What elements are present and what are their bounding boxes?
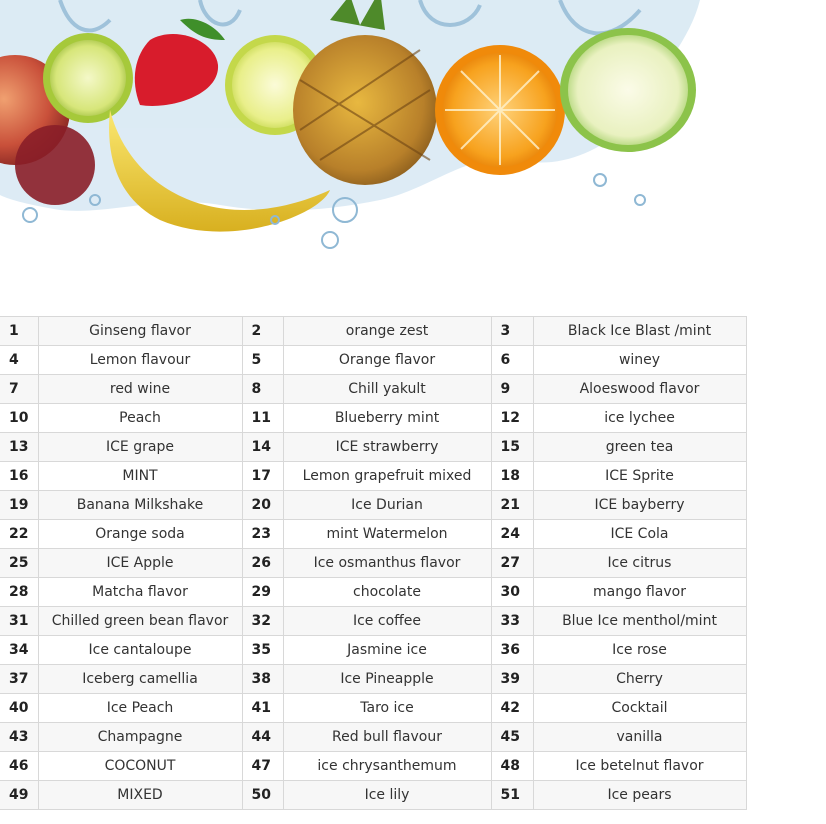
flavor-number: 12 bbox=[491, 404, 533, 433]
flavor-number: 1 bbox=[0, 317, 38, 346]
flavor-name: Ice Pineapple bbox=[283, 665, 491, 694]
flavor-list-table bbox=[0, 316, 747, 810]
flavor-name: Ice citrus bbox=[533, 549, 746, 578]
flavor-name: Lemon grapefruit mixed bbox=[283, 462, 491, 491]
flavor-name: Ice lily bbox=[283, 781, 491, 810]
table-row bbox=[0, 636, 746, 665]
flavor-name: ICE grape bbox=[38, 433, 242, 462]
flavor-number: 20 bbox=[242, 491, 283, 520]
flavor-number: 36 bbox=[491, 636, 533, 665]
flavor-name: Ice osmanthus flavor bbox=[283, 549, 491, 578]
flavor-number: 34 bbox=[0, 636, 38, 665]
flavor-name: Red bull flavour bbox=[283, 723, 491, 752]
flavor-name: Iceberg camellia bbox=[38, 665, 242, 694]
flavor-name: Ice Peach bbox=[38, 694, 242, 723]
table-row bbox=[0, 491, 746, 520]
flavor-number: 38 bbox=[242, 665, 283, 694]
table-row bbox=[0, 433, 746, 462]
flavor-number: 49 bbox=[0, 781, 38, 810]
flavor-number: 32 bbox=[242, 607, 283, 636]
flavor-name: Cocktail bbox=[533, 694, 746, 723]
flavor-name: mint Watermelon bbox=[283, 520, 491, 549]
flavor-number: 5 bbox=[242, 346, 283, 375]
flavor-number: 51 bbox=[491, 781, 533, 810]
flavor-number: 10 bbox=[0, 404, 38, 433]
flavor-number: 37 bbox=[0, 665, 38, 694]
flavor-name: Ice rose bbox=[533, 636, 746, 665]
table-row bbox=[0, 520, 746, 549]
flavor-name: MIXED bbox=[38, 781, 242, 810]
flavor-name: red wine bbox=[38, 375, 242, 404]
fruit-splash-illustration bbox=[0, 0, 826, 300]
flavor-name: mango flavor bbox=[533, 578, 746, 607]
flavor-number: 23 bbox=[242, 520, 283, 549]
flavor-number: 41 bbox=[242, 694, 283, 723]
fruit-splash-banner bbox=[0, 0, 826, 300]
flavor-number: 13 bbox=[0, 433, 38, 462]
flavor-number: 3 bbox=[491, 317, 533, 346]
flavor-name: Lemon flavour bbox=[38, 346, 242, 375]
flavor-name: ICE Sprite bbox=[533, 462, 746, 491]
flavor-name: Chill yakult bbox=[283, 375, 491, 404]
flavor-name: MINT bbox=[38, 462, 242, 491]
flavor-number: 46 bbox=[0, 752, 38, 781]
table-row bbox=[0, 694, 746, 723]
flavor-name: ICE Cola bbox=[533, 520, 746, 549]
flavor-name: Blue Ice menthol/mint bbox=[533, 607, 746, 636]
flavor-number: 39 bbox=[491, 665, 533, 694]
flavor-number: 19 bbox=[0, 491, 38, 520]
flavor-number: 45 bbox=[491, 723, 533, 752]
flavor-number: 43 bbox=[0, 723, 38, 752]
table-row bbox=[0, 317, 746, 346]
flavor-number: 22 bbox=[0, 520, 38, 549]
flavor-number: 4 bbox=[0, 346, 38, 375]
flavor-name: Matcha flavor bbox=[38, 578, 242, 607]
flavor-number: 29 bbox=[242, 578, 283, 607]
table-row bbox=[0, 404, 746, 433]
flavor-name: ICE bayberry bbox=[533, 491, 746, 520]
flavor-number: 35 bbox=[242, 636, 283, 665]
flavor-number: 16 bbox=[0, 462, 38, 491]
flavor-name: ice chrysanthemum bbox=[283, 752, 491, 781]
flavor-name: Peach bbox=[38, 404, 242, 433]
flavor-name: Ice coffee bbox=[283, 607, 491, 636]
table-row bbox=[0, 375, 746, 404]
flavor-name: Taro ice bbox=[283, 694, 491, 723]
flavor-number: 50 bbox=[242, 781, 283, 810]
table-row bbox=[0, 346, 746, 375]
flavor-number: 17 bbox=[242, 462, 283, 491]
flavor-number: 14 bbox=[242, 433, 283, 462]
flavor-number: 9 bbox=[491, 375, 533, 404]
flavor-name: Ice Durian bbox=[283, 491, 491, 520]
flavor-number: 2 bbox=[242, 317, 283, 346]
flavor-name: ICE strawberry bbox=[283, 433, 491, 462]
flavor-number: 48 bbox=[491, 752, 533, 781]
flavor-number: 21 bbox=[491, 491, 533, 520]
flavor-number: 47 bbox=[242, 752, 283, 781]
flavor-number: 30 bbox=[491, 578, 533, 607]
flavor-number: 33 bbox=[491, 607, 533, 636]
flavor-name: Ginseng flavor bbox=[38, 317, 242, 346]
flavor-number: 26 bbox=[242, 549, 283, 578]
flavor-number: 28 bbox=[0, 578, 38, 607]
flavor-name: Champagne bbox=[38, 723, 242, 752]
flavor-name: chocolate bbox=[283, 578, 491, 607]
flavor-name: vanilla bbox=[533, 723, 746, 752]
pineapple-fruit bbox=[293, 35, 437, 185]
flavor-number: 6 bbox=[491, 346, 533, 375]
flavor-name: green tea bbox=[533, 433, 746, 462]
flavor-name: Black Ice Blast /mint bbox=[533, 317, 746, 346]
flavor-name: Orange soda bbox=[38, 520, 242, 549]
flavor-name: Cherry bbox=[533, 665, 746, 694]
flavor-name: Chilled green bean flavor bbox=[38, 607, 242, 636]
flavor-name: Orange flavor bbox=[283, 346, 491, 375]
flavor-number: 18 bbox=[491, 462, 533, 491]
table-row bbox=[0, 578, 746, 607]
flavor-name: COCONUT bbox=[38, 752, 242, 781]
flavor-number: 42 bbox=[491, 694, 533, 723]
flavor-number: 11 bbox=[242, 404, 283, 433]
flavor-number: 25 bbox=[0, 549, 38, 578]
flavor-number: 27 bbox=[491, 549, 533, 578]
table-row bbox=[0, 607, 746, 636]
flavor-number: 40 bbox=[0, 694, 38, 723]
table-row bbox=[0, 665, 746, 694]
table-row bbox=[0, 781, 746, 810]
flavor-name: orange zest bbox=[283, 317, 491, 346]
flavor-number: 7 bbox=[0, 375, 38, 404]
table-row bbox=[0, 723, 746, 752]
flavor-name: Banana Milkshake bbox=[38, 491, 242, 520]
flavor-number: 15 bbox=[491, 433, 533, 462]
flavor-name: Ice cantaloupe bbox=[38, 636, 242, 665]
flavor-number: 44 bbox=[242, 723, 283, 752]
flavor-number: 31 bbox=[0, 607, 38, 636]
table-row bbox=[0, 462, 746, 491]
flavor-name: ICE Apple bbox=[38, 549, 242, 578]
flavor-name: ice lychee bbox=[533, 404, 746, 433]
flavor-number: 8 bbox=[242, 375, 283, 404]
flavor-name: winey bbox=[533, 346, 746, 375]
table-row bbox=[0, 752, 746, 781]
flavor-name: Aloeswood flavor bbox=[533, 375, 746, 404]
table-row bbox=[0, 549, 746, 578]
flavor-name: Ice pears bbox=[533, 781, 746, 810]
peach-fruit-back bbox=[15, 125, 95, 205]
flavor-name: Jasmine ice bbox=[283, 636, 491, 665]
flavor-name: Blueberry mint bbox=[283, 404, 491, 433]
flavor-number: 24 bbox=[491, 520, 533, 549]
flavor-name: Ice betelnut flavor bbox=[533, 752, 746, 781]
